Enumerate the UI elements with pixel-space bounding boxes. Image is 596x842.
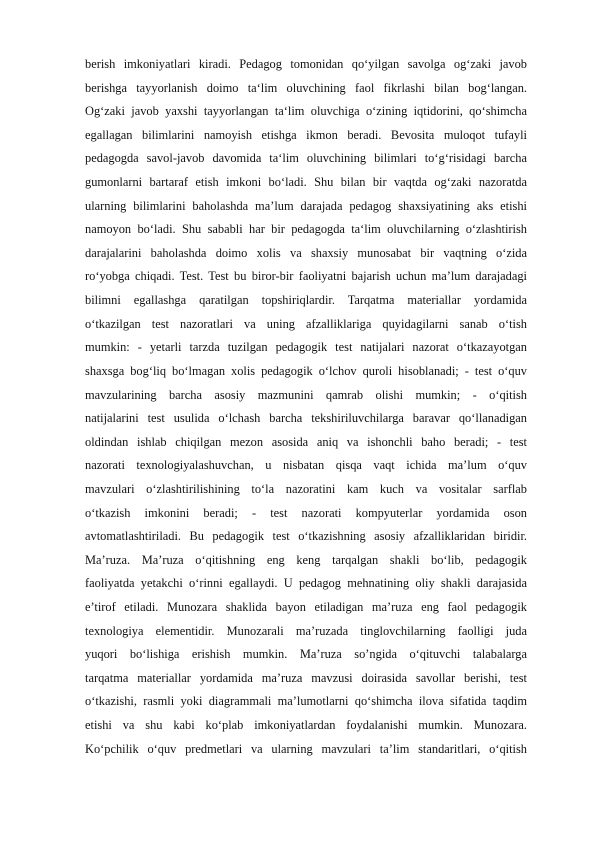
text-line: Ma’ruza. Ma’ruza o‘qitishning eng keng tarqalgan shakli bo‘lib, pedagogik: [85, 552, 527, 567]
text-line: faoliyatda yetakchi o‘rinni egallaydi. U pedagog mehnatining oliy shakli darajasida: [85, 576, 527, 591]
text-line: nazorati texnologiyalashuvchan, u nisbatan qisqa vaqt ichida ma’lum o‘quv: [85, 458, 527, 473]
text-line: Ko‘pchilik o‘quv predmetlari va ularning mavzulari ta’lim standaritlari, o‘qitish: [85, 741, 527, 756]
text-line: o‘tkazishi, rasmli yoki diagrammali ma’lumotlarni qo‘shimcha ilova sifatida taqdim: [85, 694, 527, 709]
text-line: berishga tayyorlanish doimo ta‘lim oluvchining faol fikrlashi bilan bog‘langan.: [85, 80, 527, 95]
text-line: avtomatlashtiriladi. Bu pedagogik test o‘tkazishning asosiy afzalliklaridan biridir.: [85, 529, 527, 544]
body-text: [85, 53, 527, 761]
text-line: yuqori bo‘lishiga erishish mumkin. Ma’ruza so’ngida o‘qituvchi talabalarga: [85, 647, 527, 662]
text-line: ularning bilimlarini baholashda ma’lum darajada pedagog shaxsiyatining aks etishi: [85, 198, 527, 213]
text-line: gumonlarni bartaraf etish imkoni bo‘ladi. Shu bilan bir vaqtda og‘zaki nazoratda: [85, 175, 527, 190]
document-page: [85, 53, 527, 761]
text-line: etishi va shu kabi ko‘plab imkoniyatlardan foydalanishi mumkin. Munozara.: [85, 718, 527, 733]
text-line: berish imkoniyatlari kiradi. Pedagog tomonidan qo‘yilgan savolga og‘zaki javob: [85, 57, 527, 71]
text-line: oldindan ishlab chiqilgan mezon asosida aniq va ishonchli baho beradi; - test: [85, 434, 527, 449]
text-line: o‘tkazish imkonini beradi; - test nazorati kompyuterlar yordamida oson: [85, 505, 527, 520]
text-line: texnologiya elementidir. Munozarali ma’ruzada tinglovchilarning faolligi juda: [85, 623, 527, 638]
text-line: pedagogda savol-javob davomida ta‘lim oluvchining bilimlari to‘g‘risidagi barcha: [85, 151, 527, 166]
text-line: namoyon bo‘ladi. Shu sababli har bir pedagogda ta‘lim oluvchilarning o‘zlashtirish: [85, 222, 527, 237]
text-line: shaxsga bog‘liq bo‘lmagan xolis pedagogik o‘lchov quroli hisoblanadi; - test o‘quv: [85, 363, 527, 378]
text-line: bilimni egallashga qaratilgan topshiriqlardir. Tarqatma materiallar yordamida: [85, 293, 527, 308]
text-line: egallagan bilimlarini namoyish etishga ikmon beradi. Bevosita muloqot tufayli: [85, 127, 527, 142]
text-line: Og‘zaki javob yaxshi tayyorlangan ta‘lim oluvchiga o‘zining iqtidorini, qo‘shimcha: [85, 104, 527, 119]
text-line: ro‘yobga chiqadi. Test. Test bu biror-bir faoliyatni bajarish uchun ma’lum darajadagi: [85, 269, 527, 284]
text-line: natijalarini test usulida o‘lchash barcha tekshiriluvchilarga baravar qo‘llanadigan: [85, 411, 527, 426]
text-line: mavzularining barcha asosiy mazmunini qamrab olishi mumkin; - o‘qitish: [85, 387, 527, 402]
text-line: o‘tkazilgan test nazoratlari va uning afzalliklariga quyidagilarni sanab o‘tish: [85, 316, 527, 331]
text-line: darajalarini baholashda doimo xolis va shaxsiy munosabat bir vaqtning o‘zida: [85, 245, 527, 260]
text-line: mumkin: - yetarli tarzda tuzilgan pedagogik test natijalari nazorat o‘tkazayotgan: [85, 340, 527, 355]
text-line: e’tirof etiladi. Munozara shaklida bayon etiladigan ma’ruza eng faol pedagogik: [85, 600, 527, 615]
text-line: tarqatma materiallar yordamida ma’ruza mavzusi doirasida savollar berishi, test: [85, 670, 527, 685]
text-line: mavzulari o‘zlashtirilishining to‘la nazoratini kam kuch va vositalar sarflab: [85, 481, 527, 496]
